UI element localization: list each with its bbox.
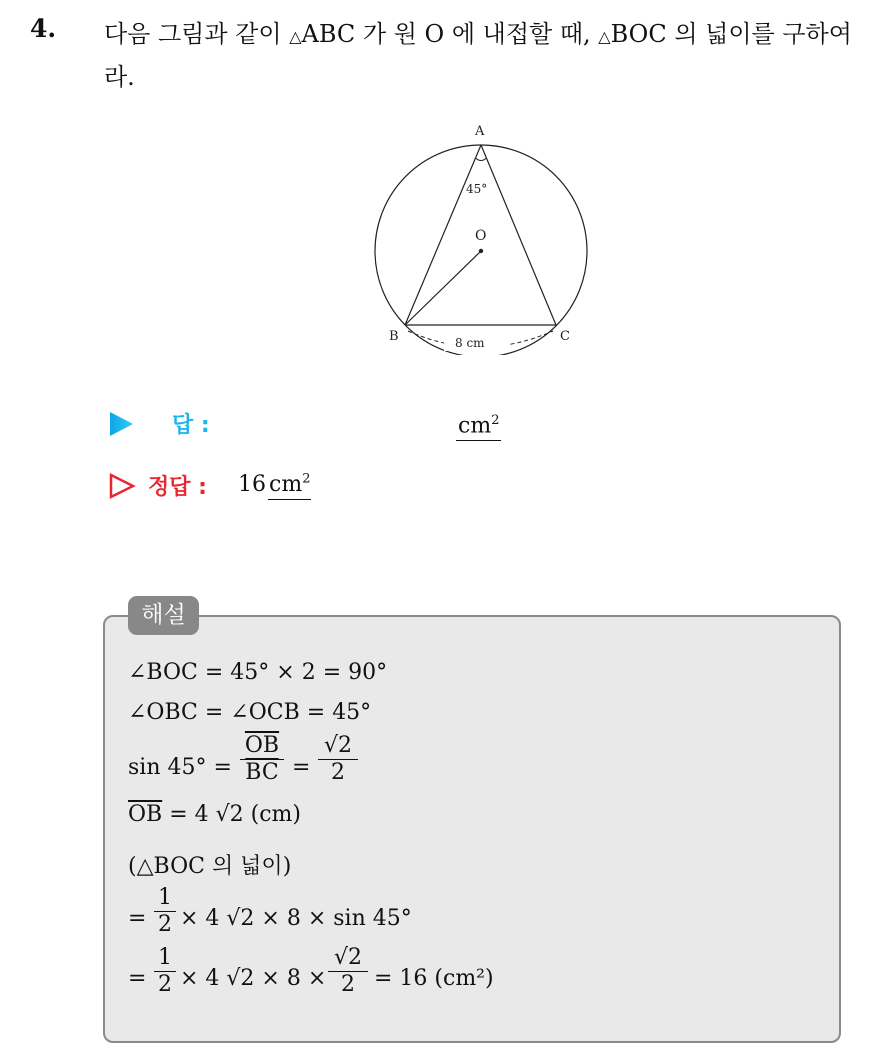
answer-unit: cm	[458, 413, 492, 439]
explanation-line-4	[128, 802, 301, 827]
explanation-line-5: (△BOC 의 넓이)	[128, 854, 292, 879]
angle-label: 45°	[466, 182, 488, 196]
fraction-root2-over-2-b	[328, 946, 368, 997]
explanation-tag: 해설	[128, 596, 199, 635]
label-b: B	[389, 329, 399, 344]
correct-answer-value	[238, 472, 311, 497]
answer-arrow-icon	[108, 411, 134, 437]
explanation-line-3-eq: =	[292, 755, 311, 780]
fraction-numerator: 1	[158, 885, 172, 910]
correct-answer-number: 16	[238, 472, 266, 498]
fraction-numerator: $\overline{OB}$	[244, 733, 280, 758]
explanation-line-7-eq: =	[128, 966, 147, 991]
side-ab	[405, 145, 481, 325]
correct-answer-unit-base: cm	[269, 472, 303, 498]
label-a: A	[475, 124, 485, 139]
fraction-denominator: BC	[245, 760, 279, 785]
length-label: 8 cm	[455, 336, 485, 350]
fraction-one-half-2	[154, 946, 176, 997]
correct-answer-label: 정답 :	[148, 475, 207, 500]
fraction-denominator: 2	[331, 760, 345, 785]
fraction-numerator: √2	[323, 733, 352, 758]
answer-unit-exp: 2	[491, 413, 500, 428]
outline-arrow-icon	[108, 472, 136, 500]
answer-blank[interactable]	[456, 410, 501, 441]
fraction-one-half	[154, 886, 176, 937]
correct-answer-unit-exp: 2	[302, 472, 311, 487]
question-text	[104, 14, 869, 98]
fraction-root2-over-2	[318, 734, 358, 785]
explanation-line-4-rest: = 4 √2 (cm)	[162, 802, 301, 827]
explanation-line-6-rest: × 4 √2 × 8 × sin 45°	[180, 906, 412, 931]
explanation-line-7-mid: × 4 √2 × 8 ×	[180, 966, 327, 991]
explanation-line-7-rest: = 16 (cm²)	[374, 966, 494, 991]
question-text-part1: 다음 그림과 같이	[104, 20, 290, 48]
fraction-denominator: 2	[341, 972, 355, 997]
label-c: C	[560, 329, 570, 344]
explanation-line-1: ∠BOC = 45° × 2 = 90°	[128, 660, 388, 685]
fraction-denominator: 2	[158, 972, 172, 997]
fraction-ob-bc	[240, 734, 284, 785]
fraction-numerator: √2	[333, 945, 362, 970]
center-point	[479, 249, 483, 253]
radius-ob	[405, 251, 481, 325]
question-text-part2: ABC 가 원 O 에 내접할 때,	[301, 20, 599, 48]
explanation-line-2: ∠OBC = ∠OCB = 45°	[128, 700, 372, 725]
question-text-part3: BOC 의 넓이를 구하여라.	[104, 20, 852, 91]
question-number: 4.	[30, 14, 57, 43]
correct-answer-row	[108, 466, 528, 510]
triangle-symbol: △	[289, 27, 302, 46]
answer-label: 답 :	[172, 413, 210, 438]
side-ac	[481, 145, 556, 325]
segment-ob: $\overline{OB}$	[128, 802, 163, 827]
correct-answer-unit	[268, 472, 311, 500]
label-o: O	[475, 228, 487, 244]
explanation-line-3-lhs: sin 45° =	[128, 755, 232, 780]
explanation-line-6-eq: =	[128, 906, 147, 931]
answer-row	[108, 402, 528, 446]
angle-arc	[476, 158, 487, 161]
fraction-numerator: 1	[158, 945, 172, 970]
geometry-figure	[360, 115, 600, 355]
fraction-denominator: 2	[158, 912, 172, 937]
triangle-symbol-2: △	[598, 27, 611, 46]
